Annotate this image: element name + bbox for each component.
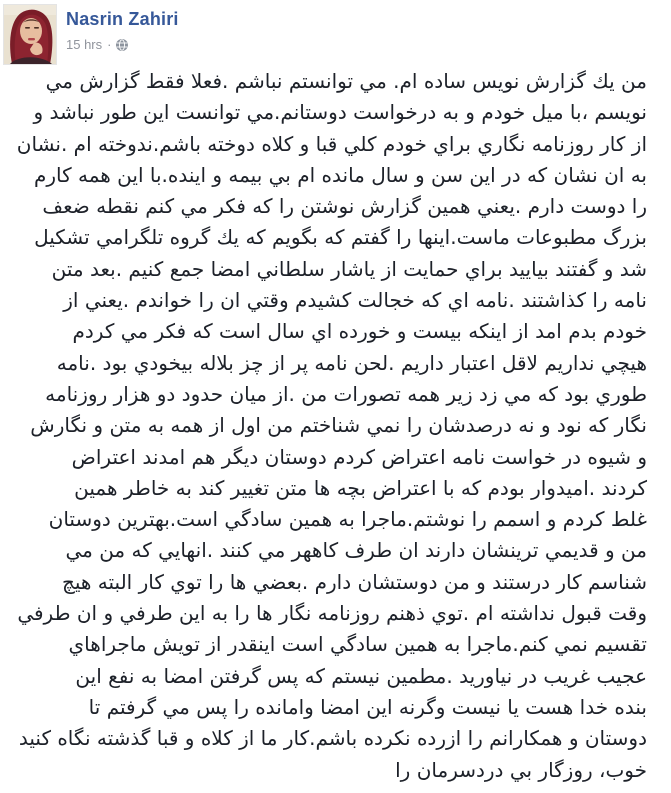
- avatar-image: [4, 5, 56, 64]
- post-text-line: من و قديمي ترينشان دارند ان طرف كاههر مي كنند .انهايي كه من مي: [65, 538, 647, 563]
- post-text-line: كردند .اميدوار بودم كه با اعتراض بچه ها متن تغيير كند به خاطر همين: [74, 475, 647, 500]
- post-text-line: بنده خدا هست يا نيست وگرنه اين امضا وامانده را پس مي گرفتم تا: [88, 694, 647, 719]
- post-text-line: شد و گفتند بياييد براي حمايت از ياشار سلطاني امضا جمع كنيم .بعد متن: [51, 256, 647, 281]
- meta-separator: ·: [107, 36, 112, 52]
- post-text-line: از كار روزنامه نگاري براي خودم كلي قبا و كلاه دوخته باشم.ندوخته ام .نشان: [16, 131, 647, 156]
- author-name-link[interactable]: Nasrin Zahiri: [66, 9, 179, 29]
- post-text-line: خودم بدم امد از اينكه بيست و خورده اي سال است كه فكر مي كردم: [72, 319, 647, 344]
- post-text-line: بزرگ مطبوعات ماست.اينها را گفتم كه بگويم كه يك گروه تلگرامي تشكيل: [34, 225, 647, 250]
- post-text-line: را دوست دارم .يعني همين گزارش نوشتن را كه فكر مي كنم نقطه ضعف: [42, 194, 647, 219]
- post-text-line: به ان نشان كه در اين سن و سال مانده ام بي بيمه و اينده.با اين همه كارم: [33, 162, 647, 187]
- post-text-line: غلط كردم و اسمم را نوشتم.ماجرا به همين سادگي است.بهترين دوستان: [48, 507, 647, 532]
- post-text-line: وقت قبول نداشته ام .توي ذهنم روزنامه نگار ها را به اين طرفي و ان طرفي: [17, 601, 647, 626]
- post-text-line: دوستان و همكارانم را ازرده نكرده باشم.كار ما از كلاه و قبا گذشته نگاه كنيد: [18, 726, 647, 751]
- post-text-line: من يك گزارش نويس ساده ام. مي توانستم نباشم .فعلا فقط گزارش مي: [45, 69, 647, 93]
- post-body-text: [4, 66, 647, 786]
- profile-avatar[interactable]: [3, 4, 57, 65]
- post-text-line: خوب، روزگار بي دردسرمان را: [395, 757, 647, 782]
- post-meta: [66, 36, 128, 52]
- timestamp-link[interactable]: 15 hrs: [66, 36, 103, 52]
- post-text-line: نويسم ،با ميل خودم و به درخواست دوستانم.مي توانست اين طور نباشد و: [33, 100, 647, 125]
- post-text-line: تقسيم نمي كنم.ماجرا به همين سادگي است اينقدر از تويش ماجراهاي: [68, 632, 647, 657]
- post-text-line: هيچي نداريم لاقل اعتبار داريم .لحن نامه پر از چز بلاله بيخودي بود .نامه: [56, 350, 647, 375]
- post-text-line: عجيب غريب در نياوريد .مطمين نيستم كه پس گرفتن امضا به نفع اين: [75, 663, 647, 688]
- post-text-line: نگار كه نود و نه درصدشان را نمي شناختم من اول از همه به متن و نگارش: [30, 413, 647, 438]
- post-text-line: طوري بود كه مي زد زير همه تصورات من .از ميان حدود دو هزار روزنامه: [45, 381, 647, 406]
- globe-public-icon: [116, 39, 128, 51]
- post-text-line: شناسم كار درستند و من دوستشان دارم .بعضي ها را توي كار البته هيچ: [61, 569, 647, 594]
- post-text-line: و شيوه در خواست نامه اعتراض كردم دوستان ديگر هم امدند اعتراض: [71, 444, 647, 469]
- post-text-line: نامه را كذاشتند .نامه اي كه خجالت كشيدم وقتي ان را خواندم .يعني از: [63, 288, 647, 313]
- post-header: [0, 0, 671, 66]
